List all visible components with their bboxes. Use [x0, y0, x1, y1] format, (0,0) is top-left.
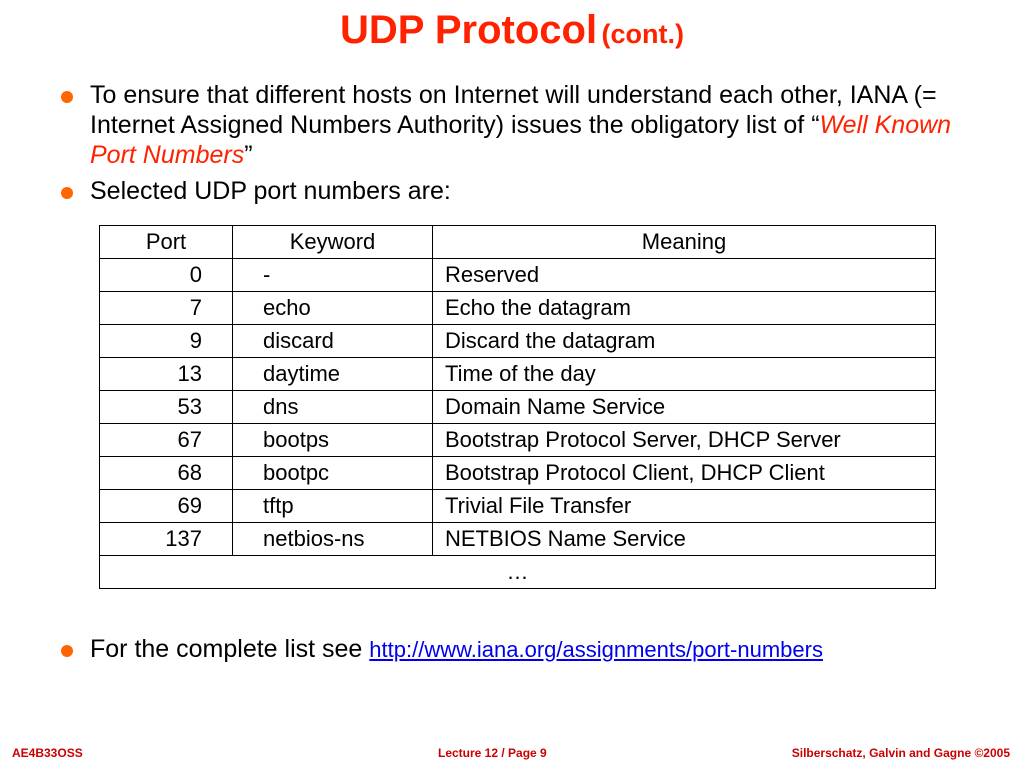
table-row [100, 325, 936, 358]
bullet-dot-icon [61, 91, 73, 103]
bullet-complete-list-text: For the complete list see [90, 635, 370, 663]
table-row [100, 358, 936, 391]
meaning-cell: Discard the datagram [433, 325, 936, 358]
well-known-ports-term: Well Known Port Numbers [90, 111, 952, 169]
meaning-cell: Bootstrap Protocol Server, DHCP Server [433, 424, 936, 457]
table-row [100, 292, 936, 325]
footer-credits: Silberschatz, Galvin and Gagne ©2005 [791, 746, 1010, 760]
meaning-cell: Trivial File Transfer [433, 490, 936, 523]
bullet-complete-list [58, 634, 1020, 665]
keyword-cell: - [233, 259, 433, 292]
keyword-cell: bootps [233, 424, 433, 457]
footer-page: Lecture 12 / Page 9 [438, 746, 547, 760]
keyword-cell: dns [233, 391, 433, 424]
keyword-cell: daytime [233, 358, 433, 391]
meaning-cell: NETBIOS Name Service [433, 523, 936, 556]
port-cell: 67 [100, 424, 233, 457]
port-cell: 69 [100, 490, 233, 523]
title-main: UDP Protocol [339, 8, 598, 52]
header-meaning: Meaning [433, 226, 936, 259]
keyword-cell: discard [233, 325, 433, 358]
header-keyword: Keyword [233, 226, 433, 259]
port-cell: 13 [100, 358, 233, 391]
header-port: Port [100, 226, 233, 259]
table-row [100, 457, 936, 490]
bullet-dot-icon [61, 187, 73, 199]
slide-title [0, 8, 1024, 53]
bullet-dot-icon [61, 645, 73, 657]
bullet-selected-ports [58, 176, 988, 206]
table-ellipsis: … [100, 556, 936, 589]
table-row [100, 259, 936, 292]
table-row [100, 490, 936, 523]
meaning-cell: Reserved [433, 259, 936, 292]
table-row [100, 391, 936, 424]
bullet-selected-ports-text: Selected UDP port numbers are: [90, 177, 451, 205]
keyword-cell: tftp [233, 490, 433, 523]
table-ellipsis-row [100, 556, 936, 589]
keyword-cell: echo [233, 292, 433, 325]
port-cell: 9 [100, 325, 233, 358]
table-header-row [100, 226, 936, 259]
title-sub: (cont.) [601, 19, 684, 49]
keyword-cell: bootpc [233, 457, 433, 490]
keyword-cell: netbios-ns [233, 523, 433, 556]
port-cell: 68 [100, 457, 233, 490]
udp-ports-table [99, 225, 936, 589]
bullet-iana-text: To ensure that different hosts on Internet will understand each other, IANA (= Internet Assigned Numbers Authority) issues the obligatory list of “ [90, 81, 937, 139]
bullet-list [58, 80, 988, 212]
bullet-iana-close-quote: ” [244, 141, 253, 169]
meaning-cell: Time of the day [433, 358, 936, 391]
table-row [100, 424, 936, 457]
iana-port-numbers-link[interactable]: http://www.iana.org/assignments/port-numbers [369, 637, 823, 662]
footer-course: AE4B33OSS [12, 746, 83, 760]
meaning-cell: Domain Name Service [433, 391, 936, 424]
port-cell: 137 [100, 523, 233, 556]
table-row [100, 523, 936, 556]
bullet-iana [58, 80, 988, 170]
port-cell: 0 [100, 259, 233, 292]
port-cell: 53 [100, 391, 233, 424]
port-cell: 7 [100, 292, 233, 325]
meaning-cell: Bootstrap Protocol Client, DHCP Client [433, 457, 936, 490]
meaning-cell: Echo the datagram [433, 292, 936, 325]
